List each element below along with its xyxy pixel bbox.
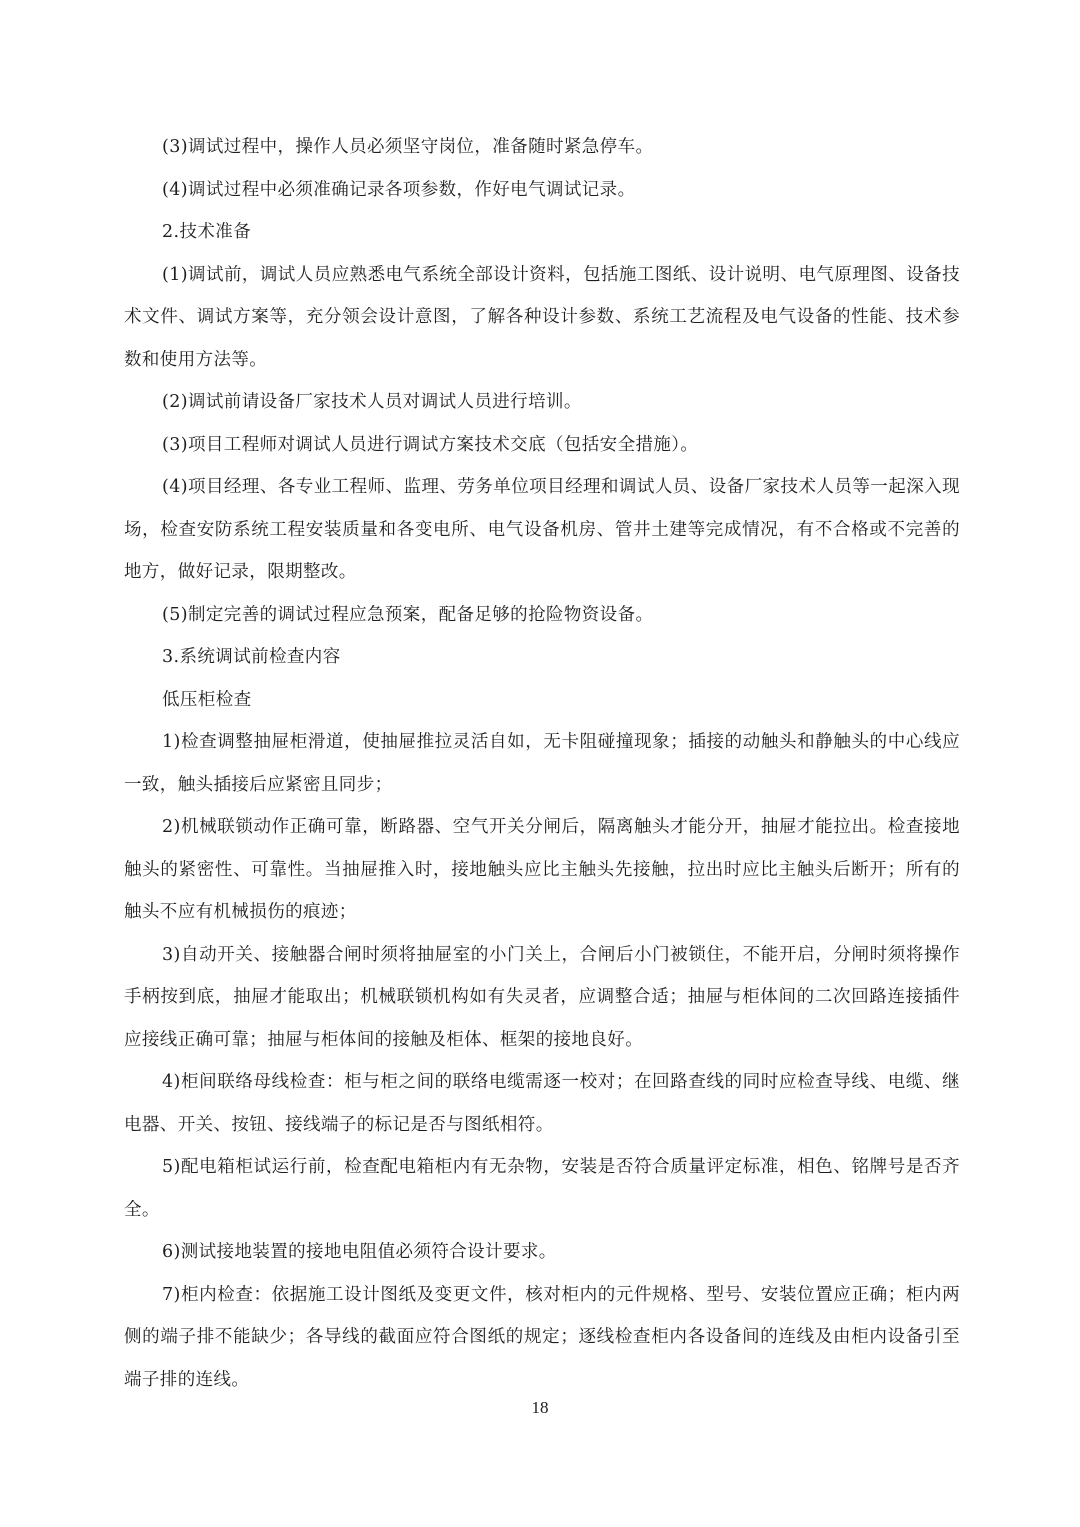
paragraph-tech-5: (5)制定完善的调试过程应急预案，配备足够的抢险物资设备。: [162, 604, 654, 625]
page-number: 18: [531, 1398, 549, 1417]
document-body: [124, 126, 960, 1401]
paragraph-check-3: 3)自动开关、接触器合闸时须将抽屉室的小门关上，合闸后小门被锁住，不能开启，分闸时须将操作手柄按到底，抽屉才能取出；机械联锁机构如有失灵者，应调整合适；抽屉与柜体间的二次回路连接插件应接线正确可靠；抽屉与柜体间的接触及柜体、框架的接地良好。: [124, 944, 960, 1050]
paragraph-check-7: 7)柜内检查：依据施工设计图纸及变更文件，核对柜内的元件规格、型号、安装位置应正确；柜内两侧的端子排不能缺少；各导线的截面应符合图纸的规定；逐线检查柜内各设备间的连线及由柜内设备引至端子排的连线。: [124, 1284, 960, 1390]
paragraph-check-2: 2)机械联锁动作正确可靠，断路器、空气开关分闸后，隔离触头才能分开，抽屉才能拉出。检查接地触头的紧密性、可靠性。当抽屉推入时，接地触头应比主触头先接触，拉出时应比主触头后断开；所有的触头不应有机械损伤的痕迹；: [124, 817, 960, 922]
subheading-low-voltage-cabinet: 低压柜检查: [162, 689, 252, 710]
paragraph-debug-3: (3)调试过程中，操作人员必须坚守岗位，准备随时紧急停车。: [162, 137, 654, 157]
paragraph-check-1: 1)检查调整抽屉柜滑道，使抽屉推拉灵活自如，无卡阻碰撞现象；插接的动触头和静触头的中心线应一致，触头插接后应紧密且同步；: [124, 732, 960, 795]
paragraph-check-5: 5)配电箱柜试运行前，检查配电箱柜内有无杂物，安装是否符合质量评定标准，相色、铭牌号是否齐全。: [124, 1157, 960, 1220]
paragraph-check-4: 4)柜间联络母线检查：柜与柜之间的联络电缆需逐一校对；在回路查线的同时应检查导线、电缆、继电器、开关、按钮、接线端子的标记是否与图纸相符。: [124, 1072, 960, 1135]
section-heading-technical-preparation: 2.技术准备: [162, 222, 252, 242]
paragraph-tech-1: (1)调试前，调试人员应熟悉电气系统全部设计资料，包括施工图纸、设计说明、电气原理图、设备技术文件、调试方案等，充分领会设计意图，了解各种设计参数、系统工艺流程及电气设备的性能、技术参数和使用方法等。: [124, 264, 960, 370]
paragraph-tech-2: (2)调试前请设备厂家技术人员对调试人员进行培训。: [162, 392, 582, 412]
paragraph-check-6: 6)测试接地装置的接地电阻值必须符合设计要求。: [162, 1242, 557, 1262]
paragraph-tech-3: (3)项目工程师对调试人员进行调试方案技术交底（包括安全措施）。: [162, 434, 699, 455]
paragraph-debug-4: (4)调试过程中必须准确记录各项参数，作好电气调试记录。: [162, 179, 636, 200]
section-heading-pre-check: 3.系统调试前检查内容: [162, 647, 341, 667]
paragraph-tech-4: (4)项目经理、各专业工程师、监理、劳务单位项目经理和调试人员、设备厂家技术人员等一起深入现场，检查安防系统工程安装质量和各变电所、电气设备机房、管井土建等完成情况，有不合格或不完善的地方，做好记录，限期整改。: [124, 477, 960, 582]
